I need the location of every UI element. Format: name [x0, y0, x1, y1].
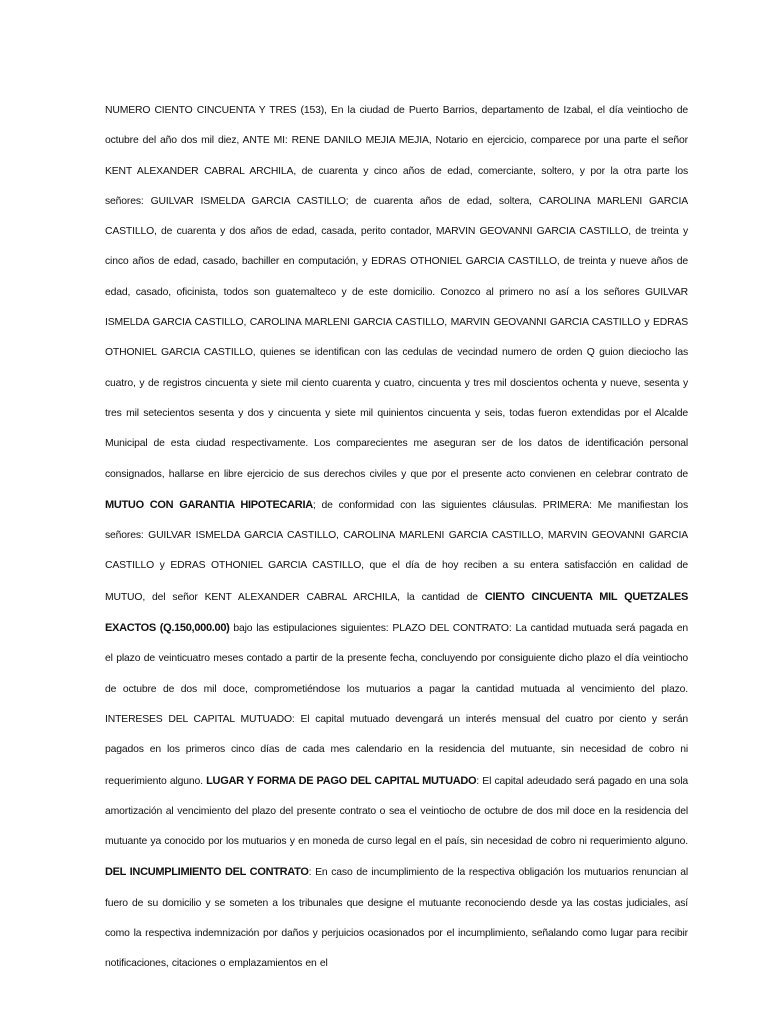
text-segment-3: bajo las estipulaciones siguientes: PLAZO DEL CONTRATO: La cantidad mutuada será pagada en el plazo de veinticuatro meses contado a partir de la presente fecha, concluyendo por consiguiente dicho plazo el día veintiocho de octubre de dos mil doce, comprometiéndose los mutuarios a pagar la cantidad mutuada al vencimiento del plazo. INTERESES DEL CAPITAL MUTUADO: El capital mutuado devengará un interés mensual del cuatro por ciento y serán pagados en los primeros cinco días de cada mes calendario en la residencia del mutuante, sin necesidad de cobro ni requerimiento alguno.: [105, 623, 688, 787]
text-segment-1: NUMERO CIENTO CINCUENTA Y TRES (153), En la ciudad de Puerto Barrios, departamento de Izabal, el día veintiocho de octubre del año dos mil diez, ANTE MI: RENE DANILO MEJIA MEJIA, Notario en ejercicio, comparece por una parte el señor KENT ALEXANDER CABRAL ARCHILA, de cuarenta y cinco años de edad, comerciante, soltero, y por la otra parte los señores: GUILVAR ISMELDA GARCIA CASTILLO; de cuarenta años de edad, soltera, CAROLINA MARLENI GARCIA CASTILLO, de cuarenta y dos años de edad, casada, perito contador, MARVIN GEOVANNI GARCIA CASTILLO, de treinta y cinco años de edad, casado, bachiller en computación, y EDRAS OTHONIEL GARCIA CASTILLO, de treinta y nueve años de edad, casado, oficinista, todos son guatemalteco y de este domicilio. Conozco al primero no así a los señores GUILVAR ISMELDA GARCIA CASTILLO, CAROLINA MARLENI GARCIA CASTILLO, MARVIN GEOVANNI GARCIA CASTILLO y EDRAS OTHONIEL GARCIA CASTILLO, quienes se identifican con las cedulas de vecindad numero de orden Q guion dieciocho las cuatro, y de registros cincuenta y siete mil ciento cuarenta y cuatro, cincuenta y tres mil doscientos ochenta y nueve, sesenta y tres mil setecientos sesenta y dos y cincuenta y siete mil quinientos cincuenta y seis, todas fueron extendidas por el Alcalde Municipal de esta ciudad respectivamente. Los comparecientes me aseguran ser de los datos de identificación personal consignados, hallarse en libre ejercicio de sus derechos civiles y que por el presente acto convienen en celebrar contrato de: [105, 105, 688, 480]
bold-amount: CIENTO CINCUENTA MIL QUETZALES EXACTOS (Q.150,000.00): [105, 590, 688, 635]
text-segment-5: : En caso de incumplimiento de la respectiva obligación los mutuarios renuncian al fuero de su domicilio y se someten a los tribunales que designe el mutuante reconociendo desde ya las costas judiciales, así como la respectiva indemnización por daños y perjuicios ocasionados por el incumplimiento, señalando como lugar para recibir notificaciones, citaciones o emplazamientos en el: [105, 867, 688, 970]
document-body: [105, 96, 688, 980]
document-page: [105, 96, 688, 980]
text-segment-2: ; de conformidad con las siguientes cláusulas. PRIMERA: Me manifiestan los señores: GUILVAR ISMELDA GARCIA CASTILLO, CAROLINA MARLENI GARCIA CASTILLO, MARVIN GEOVANNI GARCIA CASTILLO y EDRAS OTHONIEL GARCIA CASTILLO, que el día de hoy reciben a su entera satisfacción en calidad de MUTUO, del señor KENT ALEXANDER CABRAL ARCHILA, la cantidad de: [105, 499, 688, 603]
bold-heading-payment: LUGAR Y FORMA DE PAGO DEL CAPITAL MUTUADO: [206, 774, 477, 787]
bold-heading-breach: DEL INCUMPLIMIENTO DEL CONTRATO: [105, 866, 309, 879]
bold-contract-type: MUTUO CON GARANTIA HIPOTECARIA: [105, 498, 313, 511]
text-segment-4: : El capital adeudado será pagado en una sola amortización al vencimiento del plazo del presente contrato o sea el veintiocho de octubre de dos mil doce en la residencia del mutuante ya conocido por los mutuarios y en moneda de curso legal en el país, sin necesidad de cobro ni requerimiento alguno.: [105, 775, 688, 848]
